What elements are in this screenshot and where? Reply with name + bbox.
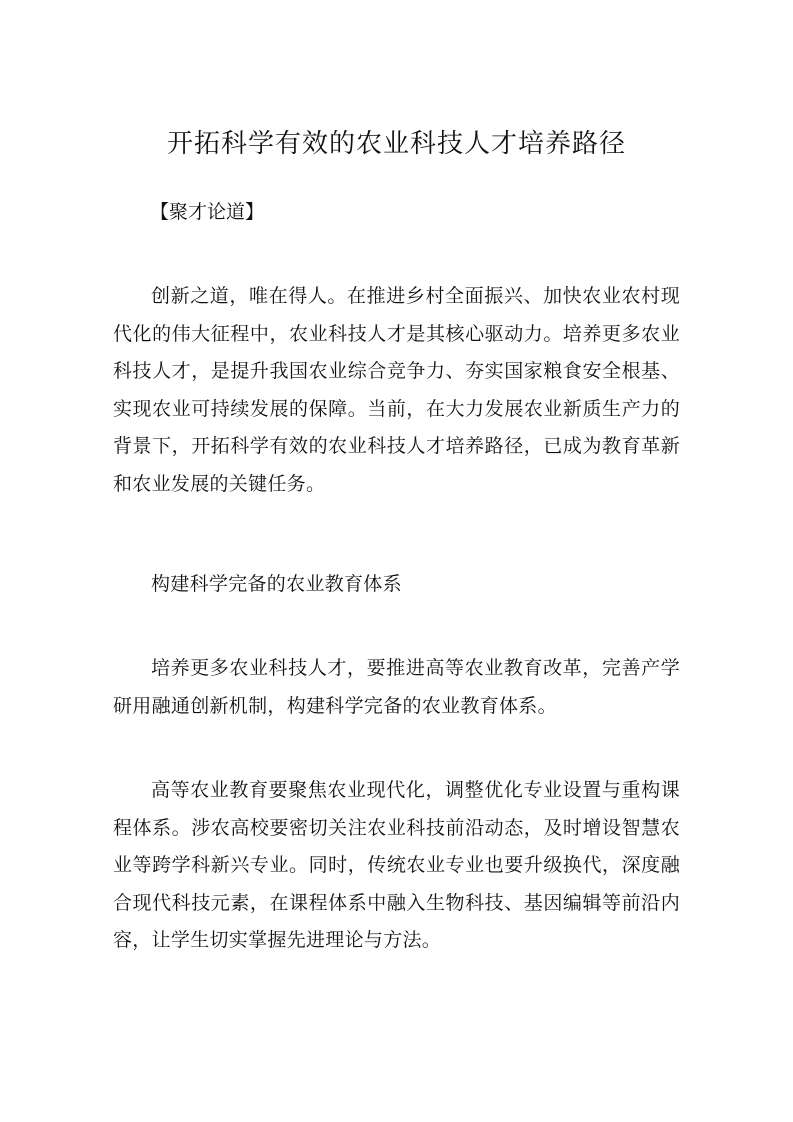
column-tag: 【聚才论道】: [150, 201, 265, 223]
article-title: 开拓科学有效的农业科技人才培养路径: [166, 129, 626, 159]
intro-paragraph: 创新之道，唯在得人。在推进乡村全面振兴、加快农业农村现代化的伟大征程中，农业科技人才是其核心驱动力。培养更多农业科技人才，是提升我国农业综合竞争力、夯实国家粮食安全根基、实现农业可持续发展的保障。当前，在大力发展农业新质生产力的背景下，开拓科学有效的农业科技人才培养路径，已成为教育革新和农业发展的关键任务。: [113, 285, 680, 495]
section-heading: 构建科学完备的农业教育体系: [151, 573, 402, 595]
body-paragraph: 培养更多农业科技人才，要推进高等农业教育改革，完善产学研用融通创新机制，构建科学完备的农业教育体系。: [113, 657, 680, 717]
body-paragraph: 高等农业教育要聚焦农业现代化，调整优化专业设置与重构课程体系。涉农高校要密切关注农业科技前沿动态，及时增设智慧农业等跨学科新兴专业。同时，传统农业专业也要升级换代，深度融合现代科技元素，在课程体系中融入生物科技、基因编辑等前沿内容，让学生切实掌握先进理论与方法。: [113, 779, 680, 952]
